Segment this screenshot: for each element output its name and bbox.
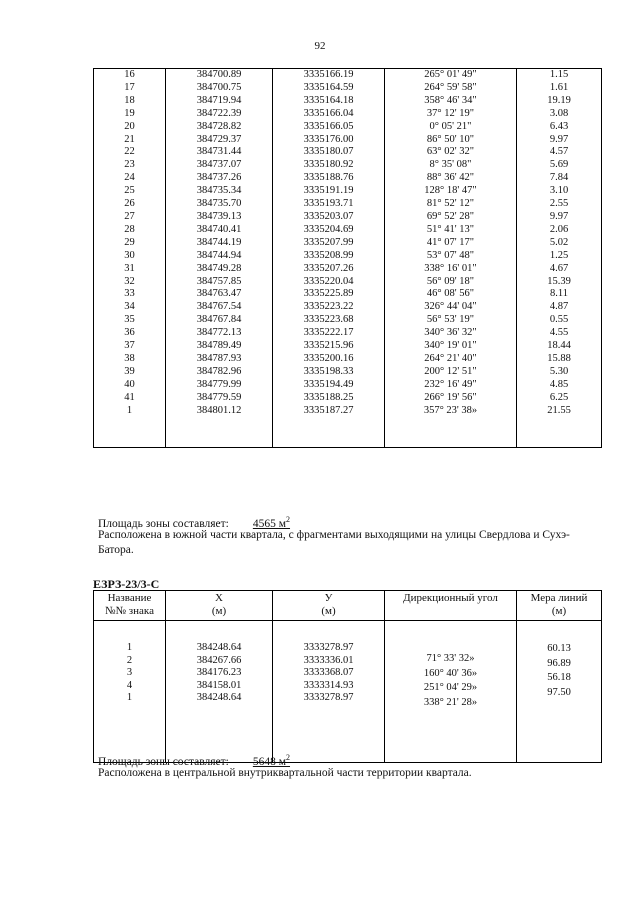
- zone2-header-row: [94, 591, 602, 621]
- zone2-title: ЕЗРЗ-23/3-С: [93, 577, 160, 591]
- table-cell: 21.55: [517, 405, 602, 418]
- table-cell: 200° 12' 51": [385, 366, 517, 379]
- table-cell: 3.10: [517, 185, 602, 198]
- table-cell: 2.55: [517, 198, 602, 211]
- table-cell: 1.61: [517, 82, 602, 95]
- zone2-y-item: 3333368.07: [303, 667, 354, 679]
- table-cell: 3335194.49: [273, 379, 385, 392]
- zone2-lengths: [517, 642, 601, 700]
- table-cell: 384779.59: [166, 392, 273, 405]
- table-cell: 1: [94, 405, 166, 418]
- zone2-numbers-item: 2: [126, 654, 133, 666]
- table-cell: 35: [94, 314, 166, 327]
- zone2-area-value: 5648 $м^2$: [252, 753, 291, 768]
- table-cell: 1.25: [517, 250, 602, 263]
- table-cell: 128° 18' 47": [385, 185, 517, 198]
- table-cell: 20: [94, 121, 166, 134]
- zone2-lengths-item: 60.13: [547, 643, 571, 654]
- zone2-y-item: 3333336.01: [303, 654, 354, 666]
- table-row: [94, 237, 602, 250]
- table-cell: 384772.13: [166, 327, 273, 340]
- table-row: [94, 379, 602, 392]
- table-cell: 3335204.69: [273, 224, 385, 237]
- table-cell: 29: [94, 237, 166, 250]
- table-row: [94, 263, 602, 276]
- table-row: [94, 276, 602, 289]
- zone2-lengths-cell: [517, 621, 602, 763]
- table-cell: 384789.49: [166, 340, 273, 353]
- table-cell: 17: [94, 82, 166, 95]
- table-cell: 18: [94, 95, 166, 108]
- coordinates-table-continued: [93, 68, 602, 448]
- zone2-numbers-item: 1: [126, 642, 133, 653]
- table-cell: 3335207.99: [273, 237, 385, 250]
- table-row: [94, 353, 602, 366]
- zone2-y-values: [273, 642, 384, 705]
- table-cell: 3335191.19: [273, 185, 385, 198]
- table-cell: 384740.41: [166, 224, 273, 237]
- table-cell: 5.30: [517, 366, 602, 379]
- table-cell: 4.67: [517, 263, 602, 276]
- table-cell: 5.02: [517, 237, 602, 250]
- table-cell: 32: [94, 276, 166, 289]
- table-cell: 2.06: [517, 224, 602, 237]
- zone2-numbers-item: 1: [126, 692, 133, 704]
- table-cell: 3335187.27: [273, 405, 385, 418]
- table-row: [94, 288, 602, 301]
- table-cell: 3335222.17: [273, 327, 385, 340]
- table-cell: 3335208.99: [273, 250, 385, 263]
- table-cell: 51° 41' 13": [385, 224, 517, 237]
- table-cell: 265° 01' 49": [385, 69, 517, 82]
- table-cell: 384729.37: [166, 134, 273, 147]
- zone2-x-item: 384248.64: [196, 692, 242, 704]
- table-cell: 6.43: [517, 121, 602, 134]
- table-cell: 3335166.19: [273, 69, 385, 82]
- table-cell: 3335164.18: [273, 95, 385, 108]
- table-cell: 37: [94, 340, 166, 353]
- table-cell: 358° 46' 34": [385, 95, 517, 108]
- table-cell: 7.84: [517, 172, 602, 185]
- table-cell: 69° 52' 28": [385, 211, 517, 224]
- zone2-x-item: 384248.64: [196, 642, 242, 653]
- table-cell: 326° 44' 04": [385, 301, 517, 314]
- table-row: [94, 327, 602, 340]
- table-cell: 384735.34: [166, 185, 273, 198]
- table-cell: 3335198.33: [273, 366, 385, 379]
- table-cell: 3335200.16: [273, 353, 385, 366]
- table-row: [94, 198, 602, 211]
- header-length: Мера линий (м): [517, 591, 602, 621]
- zone1-area-label: Площадь зоны составляет:: [98, 517, 229, 530]
- zone2-lengths-item: 97.50: [547, 686, 571, 698]
- zone2-data-row: [94, 621, 602, 763]
- table-cell: 340° 36' 32": [385, 327, 517, 340]
- table-cell: 3335188.25: [273, 392, 385, 405]
- table-cell: 384757.85: [166, 276, 273, 289]
- zone2-numbers-item: 4: [126, 679, 133, 691]
- coordinates-table-body: [94, 69, 602, 448]
- table-cell: 384779.99: [166, 379, 273, 392]
- table-cell-empty: [94, 417, 166, 448]
- table-cell: 357° 23' 38»: [385, 405, 517, 418]
- table-cell: 86° 50' 10": [385, 134, 517, 147]
- table-cell: 5.69: [517, 159, 602, 172]
- zone2-x-item: 384267.66: [196, 654, 242, 666]
- table-cell: 3335203.07: [273, 211, 385, 224]
- table-cell: 384722.39: [166, 108, 273, 121]
- table-cell: 264° 21' 40": [385, 353, 517, 366]
- table-cell: 34: [94, 301, 166, 314]
- zone2-angles-cell: [385, 621, 517, 763]
- table-cell: 3335180.07: [273, 146, 385, 159]
- table-cell: 232° 16' 49": [385, 379, 517, 392]
- table-cell: 41: [94, 392, 166, 405]
- zone2-x-item: 384158.01: [196, 679, 242, 691]
- table-row: [94, 366, 602, 379]
- table-row: [94, 121, 602, 134]
- table-cell: 3335223.22: [273, 301, 385, 314]
- table-cell: 4.57: [517, 146, 602, 159]
- table-row: [94, 108, 602, 121]
- table-cell: 384737.26: [166, 172, 273, 185]
- table-cell: 27: [94, 211, 166, 224]
- table-cell: 16: [94, 69, 166, 82]
- table-cell: 3335166.05: [273, 121, 385, 134]
- zone2-lengths-item: 56.18: [547, 672, 571, 683]
- zone2-area-label: Площадь зоны составляет:: [98, 755, 229, 768]
- zone2-y-item: 3333314.93: [303, 679, 354, 691]
- table-row: [94, 146, 602, 159]
- zone2-angles-item: 338° 21' 28»: [423, 696, 478, 708]
- table-cell: 6.25: [517, 392, 602, 405]
- header-angle: Дирекционный угол: [385, 591, 517, 621]
- table-row: [94, 82, 602, 95]
- table-row: [94, 185, 602, 198]
- table-row: [94, 340, 602, 353]
- table-row: [94, 134, 602, 147]
- table-cell: 8° 35' 08": [385, 159, 517, 172]
- table-cell: 15.88: [517, 353, 602, 366]
- table-cell: 384744.94: [166, 250, 273, 263]
- zone2-angles-item: 71° 33' 32»: [426, 653, 475, 664]
- table-cell: 338° 16' 01": [385, 263, 517, 276]
- table-cell: 39: [94, 366, 166, 379]
- zone2-angles-item: 160° 40' 36»: [423, 667, 478, 679]
- zone2-numbers: [94, 642, 165, 705]
- zone1-area-unit-sup: 2: [286, 515, 291, 524]
- table-cell: 4.85: [517, 379, 602, 392]
- table-row: [94, 172, 602, 185]
- table-cell: 81° 52' 12": [385, 198, 517, 211]
- table-cell: 3335176.00: [273, 134, 385, 147]
- table-cell: 340° 19' 01": [385, 340, 517, 353]
- table-cell-empty: [517, 417, 602, 448]
- zone2-angles-item: 251° 04' 29»: [423, 682, 478, 693]
- table-row: [94, 159, 602, 172]
- table-cell: 23: [94, 159, 166, 172]
- table-cell: 26: [94, 198, 166, 211]
- page-number: 92: [314, 40, 326, 52]
- table-cell: 0.55: [517, 314, 602, 327]
- table-cell-empty: [166, 417, 273, 448]
- table-cell: 8.11: [517, 288, 602, 301]
- table-cell: 24: [94, 172, 166, 185]
- table-cell: 384700.75: [166, 82, 273, 95]
- table-cell: 4.87: [517, 301, 602, 314]
- table-spacer-row: [94, 417, 602, 448]
- table-cell: 30: [94, 250, 166, 263]
- table-cell: 3335180.92: [273, 159, 385, 172]
- zone2-coordinates-table: [93, 590, 602, 763]
- table-cell: 31: [94, 263, 166, 276]
- table-row: [94, 301, 602, 314]
- table-cell: 384782.96: [166, 366, 273, 379]
- zone2-angles: [385, 642, 516, 710]
- table-cell: 3335193.71: [273, 198, 385, 211]
- table-cell-empty: [385, 417, 517, 448]
- table-cell: 384767.84: [166, 314, 273, 327]
- zone1-location: Расположена в южной части квартала, с фрагментами выходящими на улицы Свердлова и Сухэ-Батора.: [98, 529, 570, 556]
- table-cell: 56° 53' 19": [385, 314, 517, 327]
- table-cell: 22: [94, 146, 166, 159]
- zone2-numbers-cell: [94, 621, 166, 763]
- zone2-y-cell: [273, 621, 385, 763]
- table-cell: 384749.28: [166, 263, 273, 276]
- table-row: [94, 211, 602, 224]
- table-row: [94, 405, 602, 418]
- table-cell: 37° 12' 19": [385, 108, 517, 121]
- table-cell: 56° 09' 18": [385, 276, 517, 289]
- zone2-x-values: [166, 642, 272, 705]
- table-cell: 53° 07' 48": [385, 250, 517, 263]
- table-cell: 25: [94, 185, 166, 198]
- zone2-area-unit-sup: 2: [286, 753, 291, 762]
- table-cell: 15.39: [517, 276, 602, 289]
- table-cell: 28: [94, 224, 166, 237]
- zone2-y-item: 3333278.97: [303, 692, 354, 704]
- table-row: [94, 95, 602, 108]
- zone2-numbers-item: 3: [126, 667, 133, 679]
- table-cell: 3335166.04: [273, 108, 385, 121]
- table-cell: 36: [94, 327, 166, 340]
- table-cell: 3335220.04: [273, 276, 385, 289]
- zone2-x-cell: [166, 621, 273, 763]
- table-cell: 384719.94: [166, 95, 273, 108]
- table-cell: 46° 08' 56": [385, 288, 517, 301]
- table-cell: 41° 07' 17": [385, 237, 517, 250]
- header-x: X (м): [166, 591, 273, 621]
- table-cell: 266° 19' 56": [385, 392, 517, 405]
- table-cell: 384735.70: [166, 198, 273, 211]
- table-cell: 384744.19: [166, 237, 273, 250]
- table-row: [94, 224, 602, 237]
- header-name: Название №№ знака: [94, 591, 166, 621]
- zone2-location: Расположена в центральной внутриквартальной части территории квартала.: [98, 767, 472, 779]
- header-y: У (м): [273, 591, 385, 621]
- table-cell: 384739.13: [166, 211, 273, 224]
- table-cell: 3335215.96: [273, 340, 385, 353]
- table-row: [94, 392, 602, 405]
- table-cell: 1.15: [517, 69, 602, 82]
- zone2-lengths-item: 96.89: [547, 657, 571, 669]
- table-cell: 384700.89: [166, 69, 273, 82]
- zone2-x-item: 384176.23: [196, 667, 242, 679]
- table-cell: 3.08: [517, 108, 602, 121]
- table-row: [94, 250, 602, 263]
- table-cell: 33: [94, 288, 166, 301]
- table-cell: 3335188.76: [273, 172, 385, 185]
- table-cell: 384801.12: [166, 405, 273, 418]
- table-cell: 3335164.59: [273, 82, 385, 95]
- table-cell: 264° 59' 58": [385, 82, 517, 95]
- table-cell: 38: [94, 353, 166, 366]
- table-cell: 88° 36' 42": [385, 172, 517, 185]
- zone1-area-value: 4565 $м^2$: [252, 515, 291, 530]
- zone2-y-item: 3333278.97: [303, 642, 354, 653]
- table-cell: 40: [94, 379, 166, 392]
- table-cell: 3335223.68: [273, 314, 385, 327]
- table-cell: 384763.47: [166, 288, 273, 301]
- table-cell: 3335207.26: [273, 263, 385, 276]
- table-cell-empty: [273, 417, 385, 448]
- table-cell: 19: [94, 108, 166, 121]
- table-cell: 18.44: [517, 340, 602, 353]
- table-cell: 3335225.89: [273, 288, 385, 301]
- table-cell: 9.97: [517, 134, 602, 147]
- table-cell: 4.55: [517, 327, 602, 340]
- table-cell: 384787.93: [166, 353, 273, 366]
- table-cell: 384728.82: [166, 121, 273, 134]
- table-cell: 9.97: [517, 211, 602, 224]
- table-row: [94, 69, 602, 82]
- table-cell: 384767.54: [166, 301, 273, 314]
- table-cell: 0° 05' 21": [385, 121, 517, 134]
- table-cell: 384731.44: [166, 146, 273, 159]
- table-cell: 21: [94, 134, 166, 147]
- table-row: [94, 314, 602, 327]
- table-cell: 19.19: [517, 95, 602, 108]
- table-cell: 384737.07: [166, 159, 273, 172]
- table-cell: 63° 02' 32": [385, 146, 517, 159]
